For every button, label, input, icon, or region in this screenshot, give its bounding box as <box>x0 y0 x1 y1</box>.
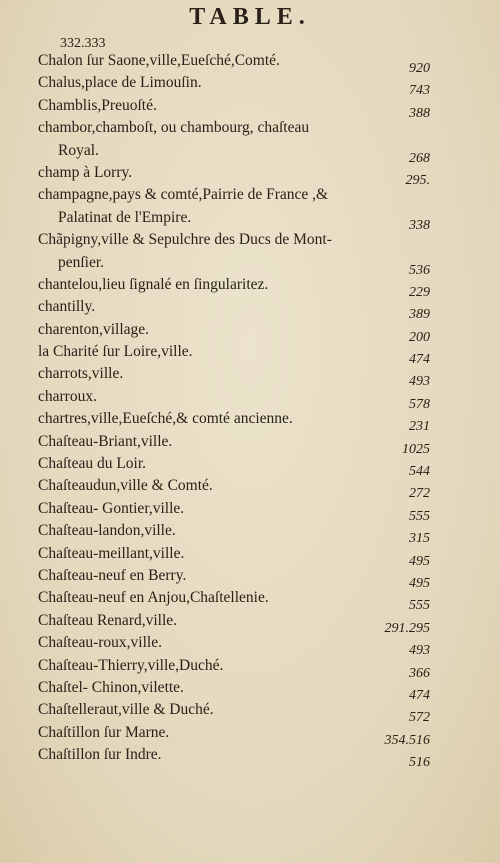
entry-page-number: 291.295 <box>384 620 430 636</box>
entry-text: Chaſteau-Briant,ville. <box>38 432 173 450</box>
index-entry <box>0 296 500 323</box>
entry-text: Chaſteau-meillant,ville. <box>38 544 185 562</box>
index-entry <box>0 341 500 368</box>
entry-page-number: 578 <box>409 396 430 412</box>
entry-text: Chaſteau Renard,ville. <box>38 611 178 629</box>
entry-text: chartres,ville,Eueſché,& comté ancienne. <box>38 410 293 428</box>
index-entry <box>0 408 500 435</box>
entry-page-number: 474 <box>409 352 430 368</box>
index-entry <box>0 319 500 345</box>
entry-page-number: 268 <box>409 150 430 166</box>
entry-page-number: 516 <box>409 755 430 771</box>
entry-text: Chaſteau-roux,ville. <box>38 634 162 652</box>
index-entry <box>0 498 500 524</box>
entry-page-number: 272 <box>409 486 430 502</box>
entry-page-number: 555 <box>409 508 430 524</box>
page-title: TABLE. <box>189 4 311 30</box>
index-entry <box>0 475 500 502</box>
entry-text: chantilly. <box>38 298 96 316</box>
index-entry <box>0 565 500 591</box>
entry-page-number: 295. <box>405 172 430 188</box>
index-entry <box>0 363 500 390</box>
entry-page-number: 366 <box>409 665 430 681</box>
entry-page-number: 493 <box>409 374 430 390</box>
entry-page-number: 474 <box>409 687 430 703</box>
entry-text: Chaſteau-Thierry,ville,Duché. <box>38 656 224 674</box>
index-entry <box>0 677 500 703</box>
index-entry <box>0 95 500 121</box>
entry-text: Chaſteau du Loir. <box>38 455 147 473</box>
entry-page-number: 920 <box>409 61 430 76</box>
index-entry <box>0 431 500 457</box>
index-entry <box>0 744 500 771</box>
entry-text: champagne,pays & comté,Pairrie de France ,& <box>38 186 329 204</box>
continuation-reference: 332.333 <box>60 36 106 51</box>
entry-text: Chaſtillon ſur Indre. <box>38 746 162 764</box>
entry-text: champ à Lorry. <box>38 163 133 181</box>
entry-text: Chaſteau-landon,ville. <box>38 522 176 540</box>
index-entries <box>0 50 500 771</box>
index-entry <box>0 162 500 188</box>
entry-text: la Charité ſur Loire,ville. <box>38 343 193 361</box>
index-entry <box>0 207 500 233</box>
entry-text: charrots,ville. <box>38 365 124 383</box>
entry-text: penſier. <box>58 253 105 271</box>
index-entry <box>0 632 500 659</box>
entry-text: Chaſteau-neuf en Berry. <box>38 566 187 584</box>
entry-text: Chaſteau- Gontier,ville. <box>38 499 185 517</box>
entry-page-number: 495 <box>409 553 430 569</box>
entry-page-number: 743 <box>409 83 430 99</box>
entry-text: Chaſteau-neuf en Anjou,Chaſtellenie. <box>38 589 269 607</box>
entry-page-number: 495 <box>409 575 430 591</box>
entry-text: Chaſtelleraut,ville & Duché. <box>38 701 214 719</box>
index-entry <box>0 453 500 480</box>
entry-text: charroux. <box>38 387 97 405</box>
entry-page-number: 572 <box>409 710 430 726</box>
entry-page-number: 338 <box>409 217 430 233</box>
index-entry <box>0 386 500 412</box>
entry-page-number: 315 <box>409 531 430 547</box>
index-entry <box>0 72 500 99</box>
entry-text: Chaſteaudun,ville & Comté. <box>38 477 213 495</box>
entry-text: Palatinat de l'Empire. <box>58 208 192 226</box>
index-entry <box>0 184 500 206</box>
entry-text: charenton,village. <box>38 320 150 338</box>
index-entry <box>0 140 500 166</box>
entry-page-number: 200 <box>409 329 430 345</box>
entry-page-number: 354.516 <box>384 732 430 748</box>
index-entry <box>0 229 500 251</box>
entry-page-number: 388 <box>409 105 430 121</box>
entry-text: Chãpigny,ville & Sepulchre des Ducs de Mont- <box>38 231 332 249</box>
entry-page-number: 231 <box>409 419 430 435</box>
entry-text: Royal. <box>58 141 99 159</box>
entry-page-number: 536 <box>409 262 430 278</box>
entry-page-number: 544 <box>409 464 430 480</box>
index-entry <box>0 252 500 278</box>
entry-text: Chalus,place de Limouſin. <box>38 74 202 92</box>
index-entry <box>0 543 500 569</box>
index-entry <box>0 117 500 139</box>
index-entry <box>0 722 500 748</box>
entry-text: Chaſtillon ſur Marne. <box>38 723 170 741</box>
index-entry <box>0 655 500 681</box>
entry-page-number: 229 <box>409 284 430 300</box>
entry-page-number: 493 <box>409 643 430 659</box>
index-entry <box>0 274 500 300</box>
index-entry <box>0 520 500 547</box>
entry-text: Chaſtel- Chinon,vilette. <box>38 678 184 696</box>
index-entry <box>0 587 500 614</box>
entry-page-number: 555 <box>409 598 430 614</box>
index-entry <box>0 610 500 636</box>
entry-text: chambor,chamboſt, ou chambourg, chaſteau <box>38 119 310 137</box>
entry-page-number: 1025 <box>402 441 430 457</box>
index-entry <box>0 699 500 726</box>
entry-text: chantelou,lieu ſignalé en ſingularitez. <box>38 275 269 293</box>
entry-page-number: 389 <box>409 307 430 323</box>
index-entry <box>0 50 500 76</box>
entry-text: Chalon ſur Saone,ville,Eueſché,Comté. <box>38 52 280 69</box>
entry-text: Chamblis,Preuoſté. <box>38 96 157 114</box>
